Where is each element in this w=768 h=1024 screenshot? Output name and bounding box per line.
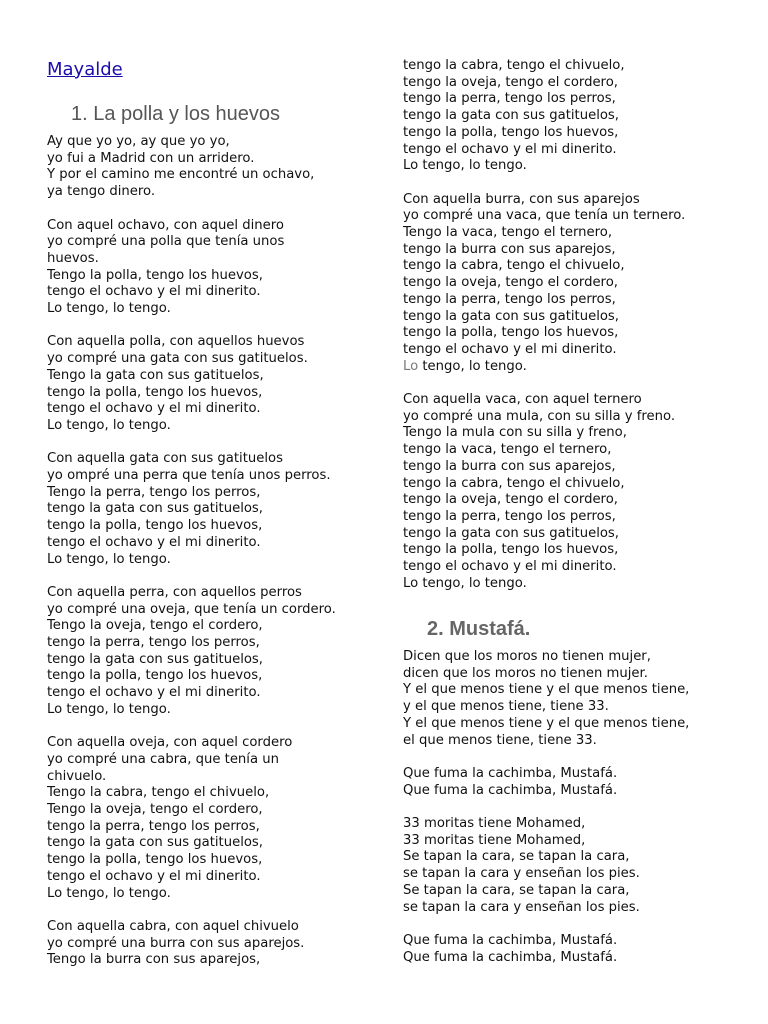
author-link[interactable]: Mayalde [47, 59, 123, 80]
lyric-line: yo compré una gata con sus gatituelos. [47, 351, 308, 367]
lyric-line: tengo el ochavo y el mi dinerito. [47, 685, 261, 701]
lyric-line: tengo la gata con sus gatituelos, [403, 525, 619, 541]
lyric-line: Y el que menos tiene y el que menos tiene, [403, 715, 690, 731]
lyric-line: Ay que yo yo, ay que yo yo, [47, 134, 230, 149]
lyric-line: Dicen que los moros no tienen mujer, [403, 649, 651, 664]
lyric-line: Que fuma la cachimba, Mustafá. [403, 932, 618, 948]
lyric-line: Con aquella gata con sus gatituelos [47, 451, 283, 467]
lyric-line: huevos. [47, 250, 99, 266]
lyric-line: yo compré una oveja, que tenía un cordero. [47, 601, 336, 617]
lyric-line: tengo la polla, tengo los huevos, [403, 124, 619, 140]
lyric-word: Lo [403, 358, 419, 374]
lyric-line: yo compré una polla que tenía unos [47, 234, 285, 250]
lyric-line: tengo la polla, tengo los huevos, [47, 384, 263, 400]
lyric-line: tengo la gata con sus gatituelos, [47, 651, 263, 667]
lyric-line: yo fui a Madrid con un arridero. [47, 150, 255, 166]
lyric-line: Lo tengo, lo tengo. [47, 301, 171, 316]
lyric-line: Tengo la perra, tengo los perros, [47, 484, 261, 500]
lyric-line: chivuelo. [47, 768, 107, 784]
lyric-line: tengo el ochavo y el mi dinerito. [403, 341, 617, 357]
lyric-line: tengo la gata con sus gatituelos, [47, 501, 263, 517]
lyric-line: yo compré una burra con sus aparejos. [47, 935, 305, 951]
lyric-line: tengo la oveja, tengo el cordero, [403, 492, 618, 508]
lyric-line: el que menos tiene, tiene 33. [403, 732, 597, 748]
lyric-line: Lo tengo, lo tengo. [403, 158, 527, 174]
lyric-line: tengo la gata con sus gatituelos, [403, 308, 619, 324]
lyric-line: Y por el camino me encontré un ochavo, [47, 167, 315, 183]
lyric-line: tengo la cabra, tengo el chivuelo, [403, 475, 625, 491]
lyric-line: tengo la perra, tengo los perros, [403, 291, 616, 307]
lyric-line: tengo la gata con sus gatituelos, [403, 108, 619, 124]
lyric-line: Con aquella perra, con aquellos perros [47, 584, 302, 600]
lyric-line: tengo la polla, tengo los huevos, [47, 668, 263, 684]
lyric-line: Se tapan la cara, se tapan la cara, [403, 882, 630, 898]
lyric-line: yo compré una cabra, que tenía un [47, 751, 279, 767]
lyric-line: dicen que los moros no tienen mujer. [403, 665, 648, 681]
lyric-line: Con aquella vaca, con aquel ternero [403, 392, 642, 407]
lyric-line: tengo la polla, tengo los huevos, [47, 518, 263, 534]
song-title-2: 2. Mustafá. [427, 618, 531, 640]
lyric-line: tengo la perra, tengo los perros, [47, 635, 260, 650]
lyric-line: Con aquella cabra, con aquel chivuelo [47, 918, 299, 934]
lyric-line: Tengo la gata con sus gatituelos, [47, 367, 264, 383]
lyric-line: Tengo la oveja, tengo el cordero, [47, 618, 263, 634]
lyric-line: tengo la perra, tengo los perros, [47, 818, 260, 834]
lyric-line: tengo la polla, tengo los huevos, [403, 325, 619, 341]
lyric-line: Que fuma la cachimba, Mustafá. [403, 765, 618, 781]
lyric-line: tengo la polla, tengo los huevos, [403, 542, 619, 558]
lyric-line: se tapan la cara y enseñan los pies. [403, 899, 640, 915]
lyric-line: Con aquella oveja, con aquel cordero [47, 735, 293, 751]
lyric-line: Y el que menos tiene y el que menos tiene, [403, 682, 690, 698]
lyric-line: tengo el ochavo y el mi dinerito. [403, 559, 617, 574]
lyric-line: Tengo la vaca, tengo el ternero, [403, 225, 613, 240]
lyric-line: Que fuma la cachimba, Mustafá. [403, 949, 618, 965]
lyric-line: tengo la vaca, tengo el ternero, [403, 442, 612, 458]
lyric-line: Lo tengo, lo tengo. [403, 358, 527, 374]
lyric-line: tengo la gata con sus gatituelos, [47, 835, 263, 851]
lyric-line: Lo tengo, lo tengo. [47, 551, 171, 567]
lyric-line: yo compré una mula, con su silla y freno. [403, 408, 676, 424]
lyric-line: Tengo la burra con sus aparejos, [47, 952, 261, 968]
lyric-line: se tapan la cara y enseñan los pies. [403, 866, 640, 882]
lyric-line: Lo tengo, lo tengo. [47, 417, 171, 433]
lyric-line: tengo la perra, tengo los perros, [403, 508, 616, 524]
song-title-1: 1. La polla y los huevos [71, 103, 281, 125]
lyric-line: tengo el ochavo y el mi dinerito. [47, 284, 261, 300]
lyric-line: Tengo la mula con su silla y freno, [403, 425, 627, 441]
lyric-line: tengo el ochavo y el mi dinerito. [47, 401, 261, 417]
lyric-line: Se tapan la cara, se tapan la cara, [403, 849, 630, 865]
lyric-line: tengo el ochavo y el mi dinerito. [47, 534, 261, 550]
lyric-line: y el que menos tiene, tiene 33. [403, 699, 609, 715]
lyric-line: Tengo la polla, tengo los huevos, [47, 267, 263, 283]
lyric-line: tengo la burra con sus aparejos, [403, 241, 616, 257]
lyric-line: Que fuma la cachimba, Mustafá. [403, 782, 618, 798]
lyric-line: 33 moritas tiene Mohamed, [403, 816, 586, 831]
lyric-line: tengo la polla, tengo los huevos, [47, 852, 263, 868]
lyric-line: Con aquella burra, con sus aparejos [403, 191, 640, 207]
lyric-line: 33 moritas tiene Mohamed, [403, 832, 586, 848]
lyric-line: Con aquel ochavo, con aquel dinero [47, 217, 284, 233]
lyric-line: tengo la burra con sus aparejos, [403, 458, 616, 474]
lyric-line: tengo la oveja, tengo el cordero, [403, 275, 618, 291]
lyric-line: yo compré una vaca, que tenía un ternero. [403, 208, 686, 224]
lyric-line: tengo el ochavo y el mi dinerito. [403, 141, 617, 157]
lyric-line: tengo la cabra, tengo el chivuelo, [403, 58, 625, 73]
lyric-line: Tengo la cabra, tengo el chivuelo, [47, 785, 270, 801]
lyric-line: Lo tengo, lo tengo. [47, 701, 171, 717]
lyric-line: tengo la perra, tengo los perros, [403, 91, 616, 107]
lyric-line: Lo tengo, lo tengo. [403, 575, 527, 591]
lyric-line: tengo la oveja, tengo el cordero, [403, 74, 618, 90]
lyric-line: tengo la cabra, tengo el chivuelo, [403, 258, 625, 274]
lyric-line: yo ompré una perra que tenía unos perros. [47, 468, 331, 483]
lyric-line: tengo el ochavo y el mi dinerito. [47, 868, 261, 884]
lyric-line: Tengo la oveja, tengo el cordero, [47, 802, 263, 817]
lyric-line: ya tengo dinero. [47, 184, 156, 200]
lyric-line: Lo tengo, lo tengo. [47, 885, 171, 901]
lyric-line: Con aquella polla, con aquellos huevos [47, 334, 305, 350]
